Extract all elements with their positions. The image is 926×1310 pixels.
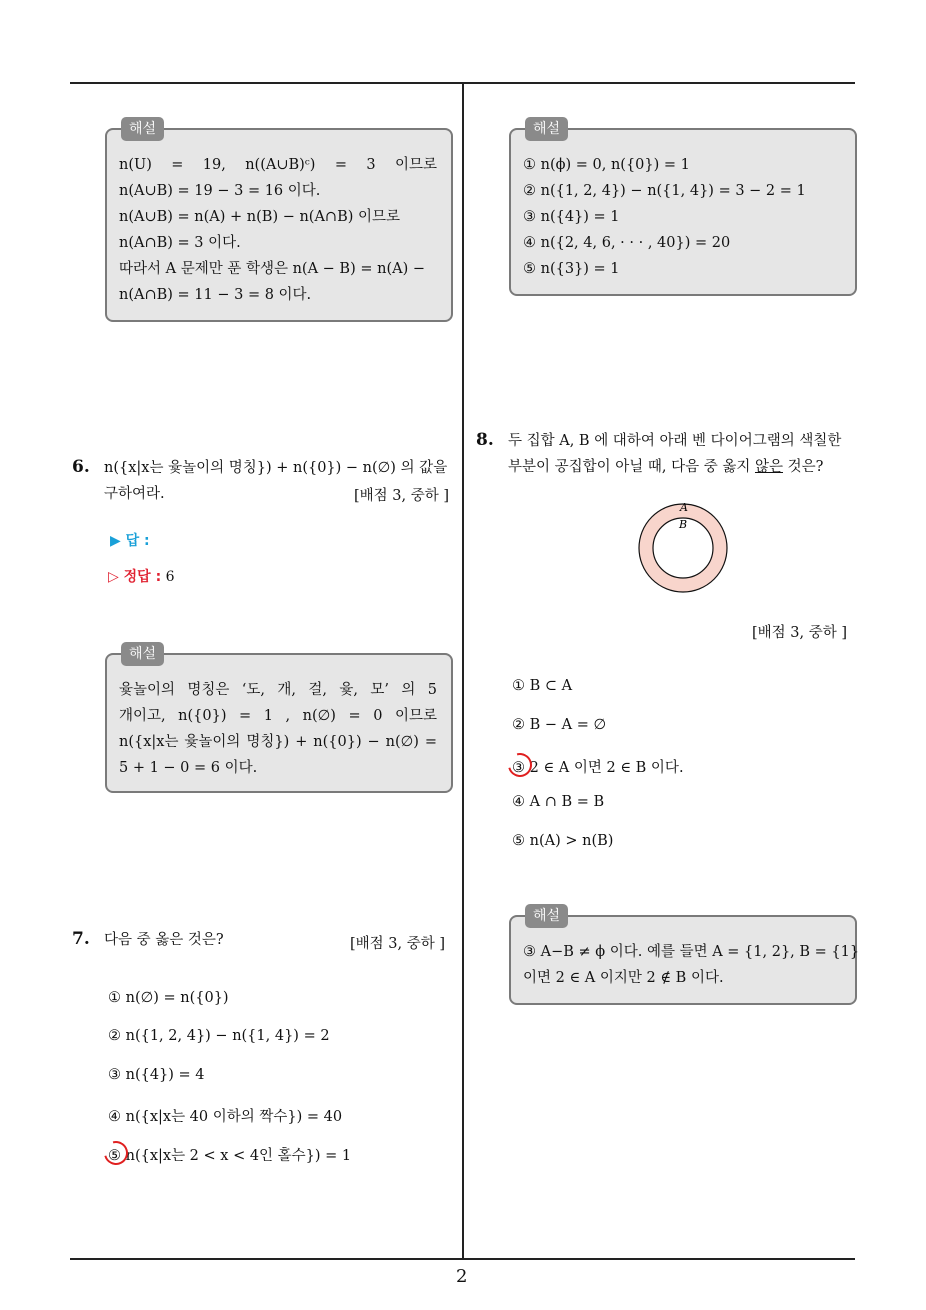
question-8-line2: 부분이 공집합이 아닐 때, 다음 중 옳지 않은 것은?: [508, 459, 824, 475]
solution-line: n({x|x는 윷놀이의 명칭}) + n({0}) − n(∅) =: [119, 734, 437, 750]
solution-line: n(U) = 19, n((A∪B)ᶜ) = 3 이므로: [119, 157, 437, 173]
q7-option-4[interactable]: ④ n({x|x는 40 이하의 짝수}) = 40: [108, 1109, 343, 1125]
q8-option-5[interactable]: ⑤ n(A) > n(B): [512, 833, 614, 849]
solution-line: 따라서 A 문제만 푼 학생은 n(A − B) = n(A) −: [119, 261, 425, 277]
solution-line: n(A∩B) = 11 − 3 = 8 이다.: [119, 287, 312, 303]
question-6-score: [배점 3, 중하 ]: [354, 488, 450, 504]
solution-line: ③ A−B ≠ ϕ 이다. 예를 들면 A = {1, 2}, B = {1}: [523, 944, 860, 960]
question-8-score: [배점 3, 중하 ]: [752, 625, 848, 641]
q8-option-3[interactable]: ③ 2 ∈ A 이면 2 ∈ B 이다.: [512, 760, 684, 776]
solution-tag: 해설: [525, 117, 568, 141]
q7-option-2[interactable]: ② n({1, 2, 4}) − n({1, 4}) = 2: [108, 1028, 330, 1044]
solution-line: ⑤ n({3}) = 1: [523, 261, 620, 277]
question-6-line2: 구하여라.: [104, 486, 165, 502]
solution-line: ③ n({4}) = 1: [523, 209, 620, 225]
solution-box-2: [105, 646, 453, 793]
bottom-rule: [70, 1258, 855, 1260]
solution-box-4: [509, 908, 860, 1005]
set-b-label: B: [679, 518, 688, 531]
venn-diagram: [636, 498, 732, 594]
solution-line: n(A∪B) = 19 − 3 = 16 이다.: [119, 183, 321, 199]
answer-input-label[interactable]: ▶ 답 :: [110, 533, 150, 549]
solution-line: 윷놀이의 명칭은 ‘도, 개, 걸, 윷, 모’ 의 5: [119, 682, 437, 698]
solution-tag: 해설: [121, 642, 164, 666]
solution-line: ② n({1, 2, 4}) − n({1, 4}) = 3 − 2 = 1: [523, 183, 806, 199]
correct-answer: [108, 566, 175, 586]
solution-box-3: [509, 121, 857, 296]
page-number: 2: [456, 1266, 468, 1287]
q7-option-1[interactable]: ① n(∅) = n({0}): [108, 990, 229, 1006]
solution-line: 이면 2 ∈ A 이지만 2 ∉ B 이다.: [523, 970, 724, 986]
solution-line: ① n(ϕ) = 0, n({0}) = 1: [523, 157, 690, 173]
solution-line: n(A∩B) = 3 이다.: [119, 235, 241, 251]
solution-line: n(A∪B) = n(A) + n(B) − n(A∩B) 이므로: [119, 209, 401, 225]
set-a-label: A: [680, 501, 688, 514]
correct-answer-label: ▷ 정답 :: [108, 569, 162, 585]
question-7-score: [배점 3, 중하 ]: [350, 936, 446, 952]
correct-answer-value: 6: [165, 569, 175, 585]
column-divider: [462, 83, 464, 1259]
q8-option-4[interactable]: ④ A ∩ B = B: [512, 794, 605, 810]
solution-line: 개이고, n({0}) = 1 , n(∅) = 0 이므로: [119, 708, 437, 724]
question-7-number: 7.: [72, 929, 90, 949]
question-8-line1: 두 집합 A, B 에 대하여 아래 벤 다이어그램의 색칠한: [508, 433, 842, 449]
question-8-number: 8.: [476, 430, 494, 450]
question-6-number: 6.: [72, 457, 90, 477]
solution-tag: 해설: [121, 117, 164, 141]
solution-line: ④ n({2, 4, 6, · · · , 40}) = 20: [523, 235, 731, 251]
q8-option-2[interactable]: ② B − A = ∅: [512, 717, 607, 733]
solution-line: 5 + 1 − 0 = 6 이다.: [119, 760, 258, 776]
q7-option-5[interactable]: ⑤ n({x|x는 2 < x < 4인 홀수}) = 1: [108, 1148, 352, 1164]
question-8-text: [508, 428, 858, 480]
q7-option-3[interactable]: ③ n({4}) = 4: [108, 1067, 205, 1083]
solution-tag: 해설: [525, 904, 568, 928]
question-7-text: 다음 중 옳은 것은?: [104, 932, 224, 948]
solution-box-1: [105, 121, 453, 322]
q8-option-1[interactable]: ① B ⊂ A: [512, 678, 573, 694]
question-6-line1: n({x|x는 윷놀이의 명칭}) + n({0}) − n(∅) 의 값을: [104, 460, 448, 476]
